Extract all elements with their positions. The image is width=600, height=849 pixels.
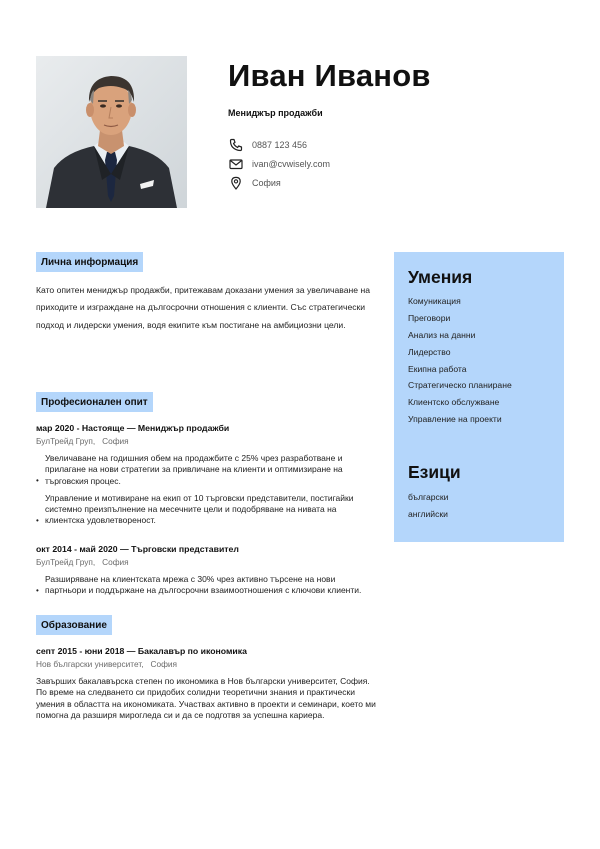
job-city: София [102,436,129,446]
job-company: БулТрейд Груп [36,557,93,567]
job-bullets [36,453,376,527]
skills-list [408,295,558,430]
bullet-dot-icon: • [36,475,39,485]
job-city: София [102,557,129,567]
bullet-dot-icon: • [36,515,39,525]
experience-item [36,423,376,533]
bullet-dot-icon: • [36,585,39,595]
location-pin-icon [229,176,243,190]
skill-item: Управление на проекти [408,414,502,425]
email-icon [229,157,243,171]
profile-photo [36,56,187,208]
personal-summary: Като опитен мениджър продажби, притежавам доказани умения за увеличаване на приходите и изграждане на дългосрочни отношения с клиенти. Със стратегически подход и лидерски умения, водя екипите към постигане на амбициозни цели. [36,285,370,330]
contact-phone [229,137,469,153]
job-company: БулТрейд Груп [36,436,93,446]
job-bullet [36,574,376,597]
languages-list [408,491,558,525]
language-item: английски [408,508,448,519]
skill-item: Стратегическо планиране [408,380,512,391]
location-text: София [252,178,281,188]
skill-item: Комуникация [408,296,461,306]
skill-item: Клиентско обслужване [408,397,500,408]
job-period-title: окт 2014 - май 2020 — Търговски представител [36,544,239,554]
skills-heading: Умения [408,267,473,287]
job-company-line: БулТрейд Груп, София [36,557,129,567]
section-heading-personal: Лична информация [36,252,143,272]
experience-item [36,544,376,603]
phone-text: 0887 123 456 [252,140,308,150]
contact-email [229,156,469,172]
job-bullet [36,493,376,527]
education-school-line: Нов български университет, София [36,659,178,669]
education-period-title: септ 2015 - юни 2018 — Бакалавър по икономика [36,646,247,656]
skills-sidebar [394,252,564,542]
education-item [36,646,381,722]
section-heading-education: Образование [36,615,112,635]
job-bullet [36,453,376,487]
email-text: ivan@cvwisely.com [252,159,330,169]
candidate-name: Иван Иванов [228,58,431,93]
skill-item: Преговори [408,312,451,323]
phone-icon [229,138,243,152]
portrait-photo-icon [36,56,187,208]
job-bullet-text: Управление и мотивиране на екип от 10 търговски представители, постигайки системно преизпълнение на месечните цели и подобряване на нивата на клиентска удовлетвореност. [45,492,354,526]
education-school: Нов български университет [36,659,142,669]
education-description: Завърших бакалавърска степен по икономика в Нов български университет, София. По време на следването си придобих солидни теоретични знания и практически умения в областта на икономиката. Участвах активно в проекти и семинари, което ми помогна да разширя мирогледа си и да се подготвя за успешна кариера. [36,676,376,721]
language-item: български [408,492,449,502]
contact-location [229,175,469,191]
job-bullet-text: Разширяване на клиентската мрежа с 30% чрез активно търсене на нови партньори и поддържане на дългосрочни взаимоотношения с ключови клиенти. [45,574,362,596]
section-heading-experience: Професионален опит [36,392,153,412]
skill-item: Екипна работа [408,363,467,374]
skill-item: Лидерство [408,346,451,357]
job-company-line: БулТрейд Груп, София [36,436,129,446]
skill-item: Анализ на данни [408,329,476,340]
job-bullets [36,574,376,597]
languages-heading: Езици [408,462,461,482]
job-period-title: мар 2020 - Настояще — Мениджър продажби [36,423,230,433]
job-bullet-text: Увеличаване на годишния обем на продажбите с 25% чрез разработване и прилагане на нови стратегии за привличане на клиенти и оптимизиране на търговския процес. [45,453,343,486]
candidate-job-title: Мениджър продажби [228,108,323,118]
education-city: София [150,659,178,669]
